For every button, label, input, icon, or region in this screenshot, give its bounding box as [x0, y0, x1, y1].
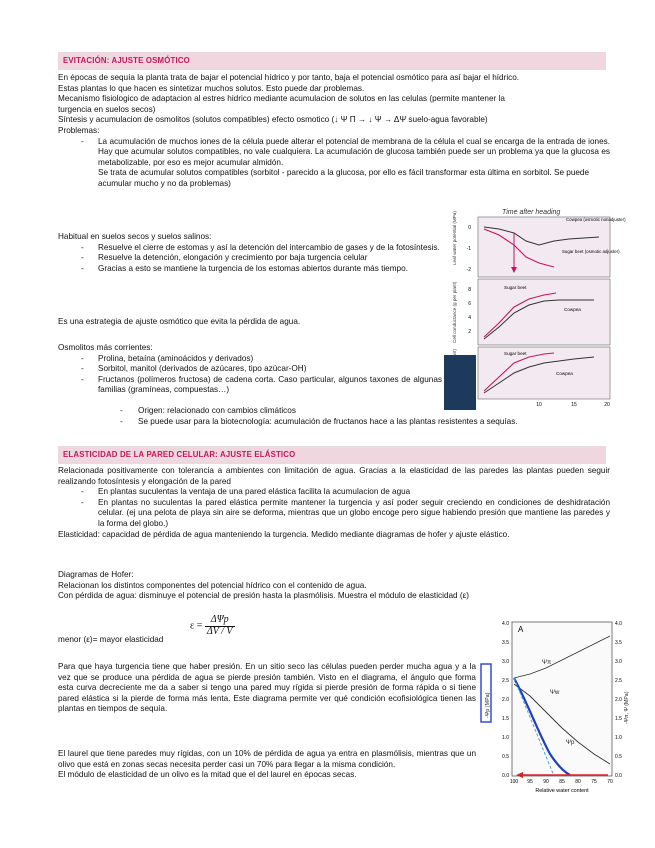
elasticity-definition: Elasticidad: capacidad de pérdida de agua manteniendo la turgencia. Medido mediante diagramas de hofer y ajuste elástico. — [58, 529, 510, 539]
hofer-left-tick: 3.5 — [502, 640, 509, 646]
section2-intro-block — [58, 466, 610, 540]
figure1-dark-corner — [444, 355, 476, 410]
panel2-tick: 2 — [468, 329, 471, 335]
section2-intro: Relacionada positivamente con tolerancia a ambientes con limitación de agua. Gracias a la elasticidad de las paredes las plantas pueden seguir realizando fotosíntesis y elongación de la pared — [58, 466, 610, 486]
hofer-right-tick: 2.0 — [615, 697, 622, 703]
less-elastic-line — [58, 635, 258, 646]
hofer-block — [58, 570, 610, 602]
panel1-frame — [478, 217, 610, 277]
panel3-label-a: Sugar beet — [504, 351, 527, 356]
panel3-label-b: Cowpea — [556, 371, 573, 376]
panel2-label-b: Cowpea — [564, 307, 581, 312]
habitual-block — [58, 232, 442, 274]
hofer-left-tick: 2.0 — [502, 697, 509, 703]
section1-intro — [58, 73, 610, 190]
label-psi-p: Ψp — [566, 740, 575, 746]
less-elastic-text: menor (ε)= mayor elasticidad — [58, 635, 164, 644]
osmolyte-item: - Sorbitol, manitol (derivados de azúcares, tipo azúcar-OH) — [58, 364, 442, 375]
hofer-left-tick: 1.0 — [502, 735, 509, 741]
panel1-legend-bottom: Sugar beet (osmotic adjuster) — [562, 249, 620, 254]
turgor-block — [58, 662, 476, 715]
label-psi-w: Ψw — [550, 690, 560, 696]
hofer-panel-letter: A — [518, 625, 524, 634]
hofer-right-tick: 4.0 — [615, 621, 622, 627]
hofer-left-tick: 1.5 — [502, 716, 509, 722]
panel2-label-a: Sugar beet — [504, 285, 527, 290]
olive-paragraph: El módulo de elasticidad de un olivo es la mitad que el del laurel en épocas secas. — [58, 770, 357, 780]
osmolyte-item: - Fructanos (polímeros fructosa) de cadena corta. Caso particular, algunos taxones de algunas familias (gramíneas, compuestas…) — [58, 375, 442, 396]
strategy-text: Es una estrategia de ajuste osmótico que evita la pérdida de agua. — [58, 317, 301, 326]
intro-line: turgencia en suelos secos) — [58, 104, 156, 114]
elasticity-formula — [190, 615, 235, 637]
intro-line: Mecanismo fisiologico de adaptacion al estres hidrico mediante acumulacion de solutos en las celulas (permite mantener la — [58, 94, 505, 104]
figure-hofer-diagram — [480, 614, 630, 796]
x-tick: 20 — [604, 402, 610, 408]
hofer-x-tick: 90 — [543, 779, 549, 785]
hofer-right-tick: 2.5 — [615, 678, 622, 684]
hofer-left-tick: 0.5 — [502, 754, 509, 760]
laurel-paragraph: El laurel que tiene paredes muy rígidas, con un 10% de pérdida de agua ya entra en plasmólisis, mientras que un olivo que está en zonas secas necesita perder casi un 70% para llegar a la misma condición. — [58, 749, 476, 769]
hofer-left-tick: 0.0 — [502, 773, 509, 779]
habitual-bullet: - Gracias a esto se mantiene la turgencia de los estomas abiertos durante más tiempo. — [58, 264, 442, 275]
intro-line: En épocas de sequía la planta trata de bajar el potencial hídrico y por tanto, baja el potencial osmótico para así bajar el hídrico. — [58, 73, 520, 82]
hofer-left-tick: 2.5 — [502, 678, 509, 684]
hofer-line: Con pérdida de agua: disminuye el potencial de presión hasta la plasmólisis. Muestra el módulo de elasticidad (ε) — [58, 591, 469, 601]
label-psi-pi: Ψπ — [542, 660, 552, 666]
x-tick: 10 — [536, 402, 542, 408]
formula-numerator: ΔΨp — [205, 615, 235, 627]
strategy-line — [58, 317, 442, 328]
section-heading-osmotic: EVITACIÓN: AJUSTE OSMÓTICO — [58, 52, 606, 70]
intro-line: Estas plantas lo que hacen es sintetizar muchos solutos. Esto puede dar problemas. — [58, 83, 365, 93]
hofer-left-tick: 4.0 — [502, 621, 509, 627]
osmolytes-title: Osmolitos más corrientes: — [58, 343, 153, 352]
intro-line: Problemas: — [58, 125, 100, 135]
panel2-tick: 4 — [468, 315, 471, 321]
habitual-bullet: - Resuelve el cierre de estomas y así la detención del intercambio de gases y de la fotosíntesis. — [58, 243, 442, 254]
habitual-bullet: - Resuelve la detención, elongación y crecimiento por baja turgencia celular — [58, 253, 442, 264]
osmolyte-item: - Prolina, betaína (aminoácidos y derivados) — [58, 354, 442, 365]
hofer-right-tick: 3.0 — [615, 659, 622, 665]
panel1-ylabel: Leaf water potential (MPa) — [452, 211, 457, 265]
habitual-title: Habitual en suelos secos y suelos salinos: — [58, 232, 212, 241]
section-heading-elastic: ELASTICIDAD DE LA PARED CELULAR: AJUSTE ELÁSTICO — [58, 446, 606, 464]
figure1-top-title: Time after heading — [502, 209, 561, 216]
formula-lhs: ε = — [190, 620, 203, 632]
panel1-tick: -2 — [466, 267, 471, 273]
hofer-x-label: Relative water content — [535, 788, 589, 794]
panel1-legend-top: Cowpea (osmotic nonadjuster) — [566, 217, 626, 222]
formula-fraction — [205, 615, 235, 637]
osmolytes-block — [58, 343, 442, 396]
laurel-block — [58, 749, 476, 781]
turgor-paragraph: Para que haya turgencia tiene que haber presión. En un sitio seco las células pueden perder mucha agua y a la vez que se produce una pérdida de agua se pierde presión también. Visto en el diagrama, el ángulo que forma esta curva decreciente me da a saber si tengo una pared muy rígida si pierde presión de forma rápida o si tiene pared elástica si la pierde de forma más lenta. Este diagrama permite ver qué condición ecofisiológica tienen las plantas en tiempos de sequía. — [58, 662, 476, 714]
panel2-frame — [478, 279, 610, 345]
hofer-right-tick: 0.5 — [615, 754, 622, 760]
hofer-x-tick: 100 — [509, 779, 519, 785]
hofer-right-axis-label: -Ψπ, Ψ (MPa) — [624, 691, 630, 724]
panel1-tick: 0 — [468, 225, 471, 231]
x-tick: 15 — [571, 402, 577, 408]
hofer-x-tick: 70 — [607, 779, 613, 785]
formula-denominator: ΔV / V — [206, 625, 233, 637]
hofer-right-tick: 0.0 — [615, 773, 622, 779]
hofer-right-tick: 1.0 — [615, 735, 622, 741]
figure-osmotic-adjustment — [444, 205, 626, 410]
hofer-x-tick: 80 — [575, 779, 581, 785]
osmolyte-subitem: - Se puede usar para la biotecnología: acumulación de fructanos hace a las plantas resistentes a sequías. — [58, 417, 618, 428]
hofer-line: Relacionan los distintos componentes del potencial hídrico con el contenido de agua. — [58, 580, 367, 590]
panel2-tick: 6 — [468, 301, 471, 307]
panel1-tick: -1 — [466, 246, 471, 252]
osmolyte-subitem: - Origen: relacionado con cambios climáticos — [58, 406, 618, 417]
hofer-x-tick: 95 — [527, 779, 533, 785]
hofer-x-tick: 85 — [559, 779, 565, 785]
section2-bullet: - En plantas no suculentas la pared elástica permite mantener la turgencia y así poder seguir creciendo en condiciones de deshidratación celular. (ej una pelota de playa sin aire se deforma, mientras que un globo encoge pero sigue habiendo presión que mantiene las paredes y la forma del globo.) — [58, 498, 610, 530]
panel2-tick: 8 — [468, 287, 471, 293]
problem-bullet: - La acumulación de muchos iones de la célula puede alterar el potencial de membrana de la célula el cual se encarga de la entrada de iones. Hay que acumular solutos compatibles, no vale cualquiera. La acumulación de glucosa también puede ser un problema ya que la glucosa es metabolizable, por eso es mejor acumular almidón. — [58, 137, 610, 169]
problem-extra: Se trata de acumular solutos compatibles (sorbitol - parecido a la glucosa, por ello es fácil transformar esta última en sorbitol. Se puede acumular mucho y no da problemas) — [98, 168, 590, 188]
hofer-left-axis-label: -Ψp (MPa) — [485, 692, 491, 718]
section2-bullet: - En plantas suculentas la ventaja de una pared elástica facilita la acumulacion de agua — [58, 487, 610, 498]
panel2-ylabel: Cell conductance (g per plant) — [452, 281, 457, 343]
intro-line: Síntesis y acumulacion de osmolitos (solutos compatibles) efecto osmotico (↓ Ψ Π → ↓ Ψ → ΔΨ suelo-agua favorable) — [58, 115, 488, 125]
hofer-plot-frame — [512, 622, 612, 776]
hofer-left-tick: 3.0 — [502, 659, 509, 665]
hofer-right-tick: 1.5 — [615, 716, 622, 722]
hofer-title: Diagramas de Hofer: — [58, 570, 134, 579]
hofer-right-tick: 3.5 — [615, 640, 622, 646]
hofer-x-tick: 75 — [591, 779, 597, 785]
panel3-frame — [478, 347, 610, 399]
